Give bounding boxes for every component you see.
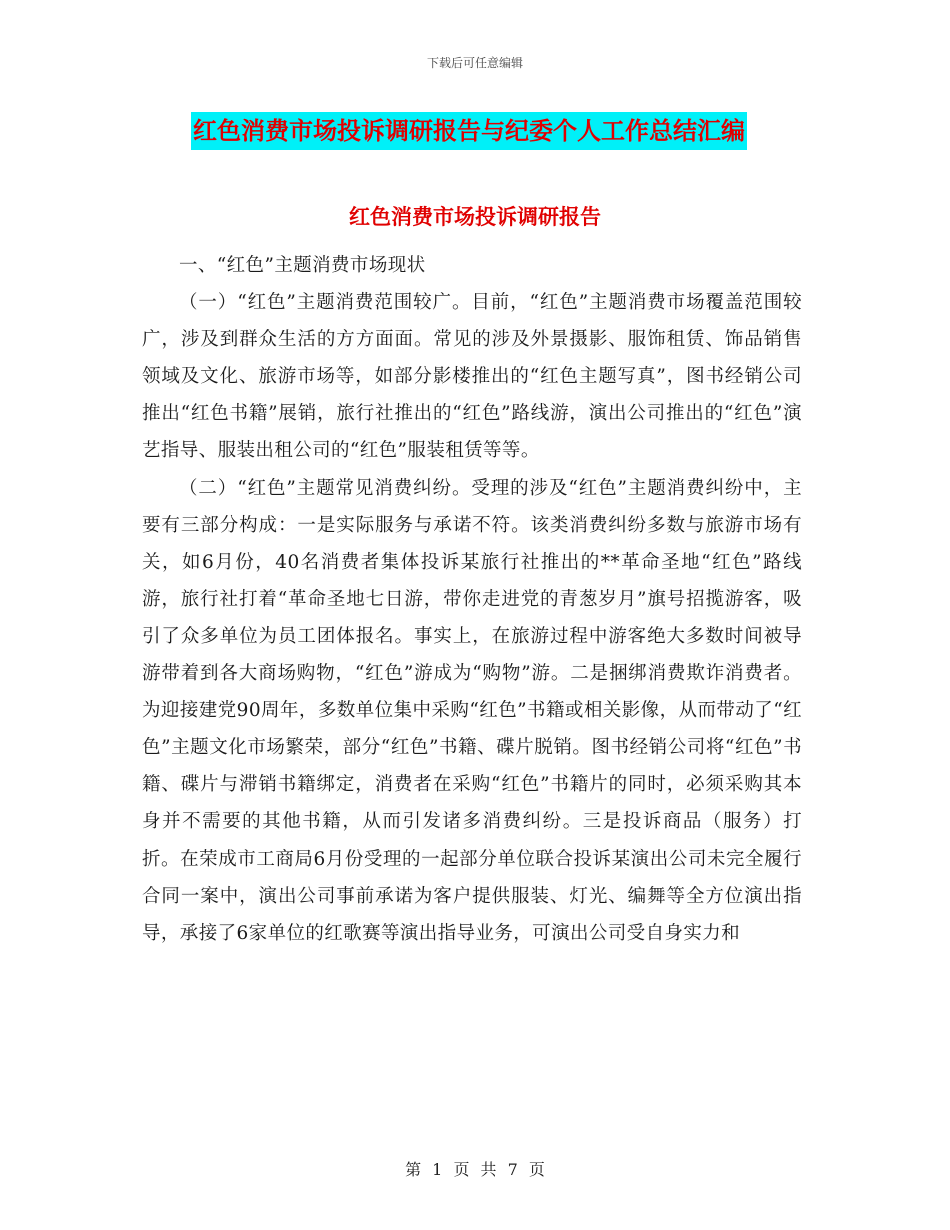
- report-title: 红色消费市场投诉调研报告: [349, 205, 601, 229]
- page-number: 第 1 页 共 7 页: [405, 1160, 545, 1179]
- document-title: 红色消费市场投诉调研报告与纪委个人工作总结汇编: [191, 112, 747, 150]
- document-body: [142, 247, 802, 952]
- header-note: 下载后可任意编辑: [426, 56, 523, 70]
- paragraph-scope: （一）“红色”主题消费范围较广。目前，“红色”主题消费市场覆盖范围较广，涉及到群众生活的方方面面。常见的涉及外景摄影、服饰租赁、饰品销售领域及文化、旅游市场等，如部分影楼推出的“红色主题写真”，图书经销公司推出“红色书籍”展销，旅行社推出的“红色”路线游，演出公司推出的“红色”演艺指导、服装出租公司的“红色”服装租赁等等。: [142, 292, 802, 462]
- paragraph-disputes: （二）“红色”主题常见消费纠纷。受理的涉及“红色”主题消费纠纷中，主要有三部分构成：一是实际服务与承诺不符。该类消费纠纷多数与旅游市场有关，如6月份，40名消费者集体投诉某旅行社推出的**革命圣地“红色”路线游，旅行社打着“革命圣地七日游，带你走进党的青葱岁月”旗号招揽游客，吸引了众多单位为员工团体报名。事实上，在旅游过程中游客绝大多数时间被导游带着到各大商场购物，“红色”游成为“购物”游。二是捆绑消费欺诈消费者。为迎接建党90周年，多数单位集中采购“红色”书籍或相关影像，从而带动了“红色”主题文化市场繁荣，部分“红色”书籍、碟片脱销。图书经销公司将“红色”书籍、碟片与滞销书籍绑定，消费者在采购“红色”书籍片的同时，必须采购其本身并不需要的其他书籍，从而引发诸多消费纠纷。三是投诉商品（服务）打折。在荣成市工商局6月份受理的一起部分单位联合投诉某演出公司未完全履行合同一案中，演出公司事前承诺为客户提供服装、灯光、编舞等全方位演出指导，承接了6家单位的红歌赛等演出指导业务，可演出公司受自身实力和: [142, 477, 802, 944]
- section-heading: 一、“红色”主题消费市场现状: [179, 255, 426, 276]
